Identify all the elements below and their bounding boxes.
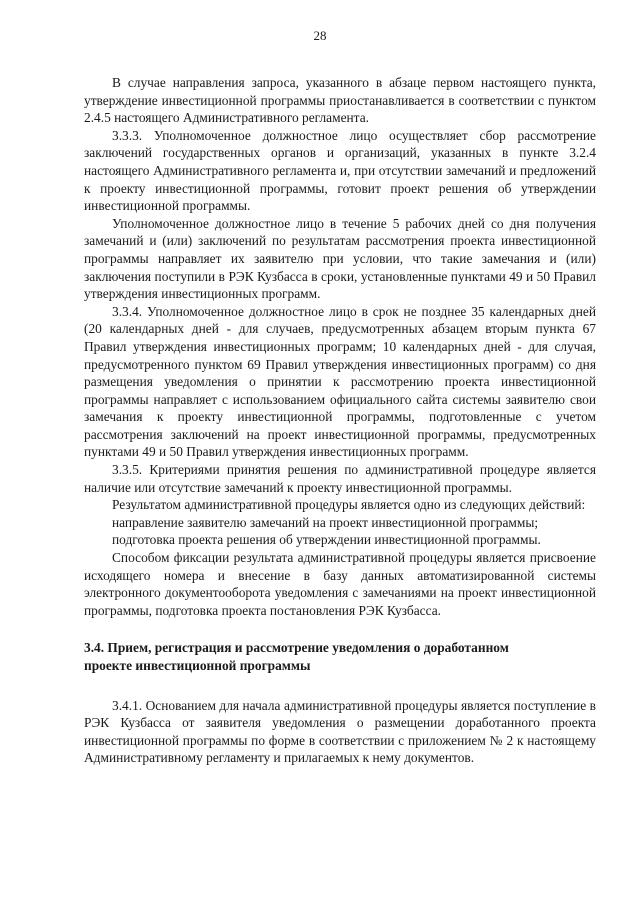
section-heading-line: 3.4. Прием, регистрация и рассмотрение уведомления о доработанном — [84, 640, 509, 656]
document-body — [84, 74, 596, 767]
page-number: 28 — [313, 28, 327, 43]
list-item: направление заявителю замечаний на проект инвестиционной программы; — [112, 514, 539, 530]
paragraph: 3.4.1. Основанием для начала административной процедуры является поступление в РЭК Кузбасса от заявителя уведомления о размещении доработанного проекта инвестиционной программы по форме в соответствии с приложением № 2 к настоящему Административному регламенту и прилагаемых к нему документов. — [84, 697, 596, 766]
section-heading — [84, 639, 596, 674]
paragraph: В случае направления запроса, указанного в абзаце первом настоящего пункта, утверждение инвестиционной программы приостанавливается в соответствии с пунктом 2.4.5 настоящего Административного регламента. — [84, 75, 596, 126]
paragraph: 3.3.3. Уполномоченное должностное лицо осуществляет сбор рассмотрение заключений государственных органов и организаций, указанных в пункте 3.2.4 настоящего Административного регламента и, при отсутствии замечаний и предложений к проекту инвестиционной программы, готовит проект решения об утверждении инвестиционной программы. — [84, 127, 596, 214]
paragraph: Уполномоченное должностное лицо в течение 5 рабочих дней со дня получения замечаний и (или) заключений по результатам рассмотрения проекта инвестиционной программы направляет их заявителю при условии, что такие замечания и (или) заключения поступили в РЭК Кузбасса в сроки, установленные пунктами 49 и 50 Правил утверждения инвестиционных программ. — [84, 215, 596, 302]
list-item: подготовка проекта решения об утверждении инвестиционной программы. — [112, 532, 541, 548]
section-heading-line: проекте инвестиционной программы — [84, 658, 311, 673]
paragraph: Способом фиксации результата административной процедуры является присвоение исходящего номера и внесение в базу данных автоматизированной системы электронного документооборота уведомления с замечаниями на проект инвестиционной программы, подготовка проекта постановления РЭК Кузбасса. — [84, 550, 596, 618]
paragraph: 3.3.5. Критериями принятия решения по административной процедуре является наличие или отсутствие замечаний к проекту инвестиционной программы. — [84, 462, 596, 495]
paragraph: Результатом административной процедуры является одно из следующих действий: — [112, 497, 586, 513]
paragraph: 3.3.4. Уполномоченное должностное лицо в срок не позднее 35 календарных дней (20 календарных дней - для случаев, предусмотренных абзацем вторым пункта 67 Правил утверждения инвестиционных программ; 10 календарных дней - для случая, предусмотренного пунктом 69 Правил утверждения инвестиционных программ) со дня размещения уведомления о принятии к рассмотрению проекта инвестиционной программы направляет с использованием официального сайта системы заявителю свои замечания к проекту инвестиционной программы, подготовленные с учетом рассмотрения заключений на проект инвестиционной программы, предусмотренных пунктами 49 и 50 Правил утверждения инвестиционных программ. — [84, 303, 596, 460]
